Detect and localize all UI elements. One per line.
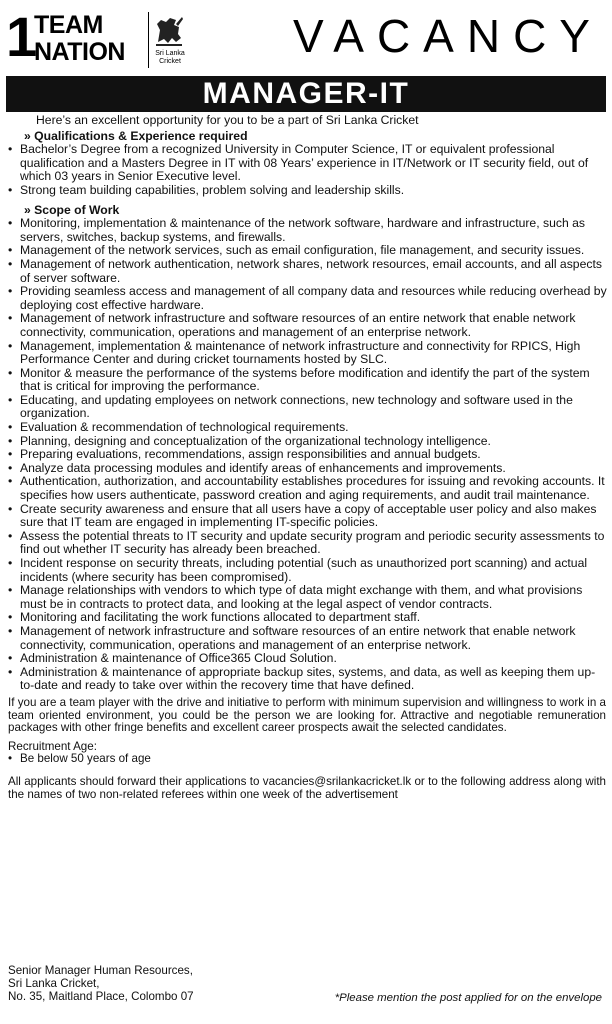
address-line: Senior Manager Human Resources, [8,964,193,977]
qualifications-heading [0,130,612,144]
scope-item: • Management of the network services, such as email configuration, file management, and security issues. [6,244,608,258]
qualification-item: • Strong team building capabilities, problem solving and leadership skills. [6,184,608,198]
logo-team-text: TEAM [34,11,103,39]
address-line: No. 35, Maitland Place, Colombo 07 [8,990,194,1003]
scope-item: • Management, implementation & maintenance of network infrastructure and connectivity for RPICS, High Performance Center and during cricket tournaments hosted by SLC. [6,340,608,367]
scope-item: • Evaluation & recommendation of technological requirements. [6,421,608,435]
address-line: Sri Lanka Cricket, [8,977,100,990]
logo-number-one: 1 [6,5,34,68]
scope-item: • Administration & maintenance of Office365 Cloud Solution. [6,652,608,666]
apply-instructions: All applicants should forward their applications to vacancies@srilankacricket.lk or to the following address along with the names of two non-related referees within one week of the advertisement [8,774,606,801]
intro-text: Here’s an excellent opportunity for you to be a part of Sri Lanka Cricket [36,113,419,127]
age-requirement-item: • Be below 50 years of age [8,753,612,766]
chevron-right-icon: » [24,202,35,217]
scope-item: • Assess the potential threats to IT security and update security program and periodic security assessments to find out whether IT security has already been breached. [6,530,608,557]
scope-item: • Create security awareness and ensure that all users have a copy of acceptable user policy and also makes sure that IT team are engaged in implementing IT-specific policies. [6,503,608,530]
qualifications-list [0,143,612,197]
scope-item: • Administration & maintenance of appropriate backup sites, systems, and data, as well as keeping them up-to-date and ready to take over within the recovery time that have defined. [6,666,608,693]
scope-item: • Management of network infrastructure and software resources of an entire network that enable network connectivity, communication, operations and management of an enterprise network. [6,625,608,652]
scope-item: • Planning, designing and conceptualization of the organizational technology intelligence. [6,435,608,449]
closing-paragraph: If you are a team player with the drive and initiative to perform with minimum supervision and willingness to work in a team oriented environment, you could be the person we are looking for. Attractive and negotiable remuneration packages with other fringe benefits and excellent career prospects await the selected candidates. [8,695,606,735]
slc-line1: Sri Lanka [155,50,185,57]
scope-item: • Preparing evaluations, recommendations, assign responsibilities and annual budgets. [6,448,608,462]
qualifications-heading-text: Qualifications & Experience required [34,128,248,143]
scope-heading [0,204,612,218]
scope-item: • Monitoring and facilitating the work functions allocated to department staff. [6,611,608,625]
scope-item: • Monitoring, implementation & maintenance of the network software, hardware and infrastructure, such as servers, switches, backup systems, and firewalls. [6,217,608,244]
team-nation-logo [6,6,196,72]
scope-item: • Authentication, authorization, and accountability establishes procedures for issuing and revoking accounts. It specifies how users authenticate, password creation and aging requirements, and audit trail maintenance. [6,475,608,502]
chevron-right-icon: » [24,128,35,143]
scope-item: • Providing seamless access and management of all company data and resources while reducing overhead by deploying cost effective hardware. [6,285,608,312]
lion-icon [152,12,186,50]
scope-item: • Analyze data processing modules and identify areas of enhancements and improvements. [6,462,608,476]
envelope-note: *Please mention the post applied for on the envelope [334,992,602,1004]
position-banner: MANAGER-IT [6,76,606,112]
recruitment-age-label: Recruitment Age: [8,739,97,753]
sri-lanka-cricket-emblem [148,12,188,68]
slc-line2: Cricket [159,58,181,65]
advertisement-body [0,114,612,801]
logo-nation-text: NATION [34,38,125,66]
qualification-item: • Bachelor’s Degree from a recognized University in Computer Science, IT or equivalent professional qualification and a Masters Degree in IT with 08 Years’ experience in IT/Network or IT security field, out of which 03 years in Senior Executive level. [6,143,608,184]
scope-item: • Manage relationships with vendors to which type of data might exchange with them, and what provisions must be in contracts to protect data, and looking at the legal aspect of vendor contracts. [6,584,608,611]
scope-item: • Monitor & measure the performance of the systems before modification and identify the part of the system that is critical for improving the performance. [6,367,608,394]
scope-list [0,217,612,693]
postal-address [8,964,194,1003]
vacancy-title: VACANCY [293,10,603,62]
scope-item: • Educating, and updating employees on network connections, new technology and software used in the organization. [6,394,608,421]
recruitment-age-list [0,753,612,766]
scope-item: • Management of network authentication, network shares, network resources, email accounts, and all aspects of server software. [6,258,608,285]
scope-item: • Management of network infrastructure and software resources of an entire network that enable network connectivity, communication, operations and management of an enterprise network. [6,312,608,339]
scope-item: • Incident response on security threats, including potential (such as unauthorized port scanning) and actual incidents (where security has been compromised). [6,557,608,584]
scope-heading-text: Scope of Work [34,202,120,217]
header [0,0,612,76]
